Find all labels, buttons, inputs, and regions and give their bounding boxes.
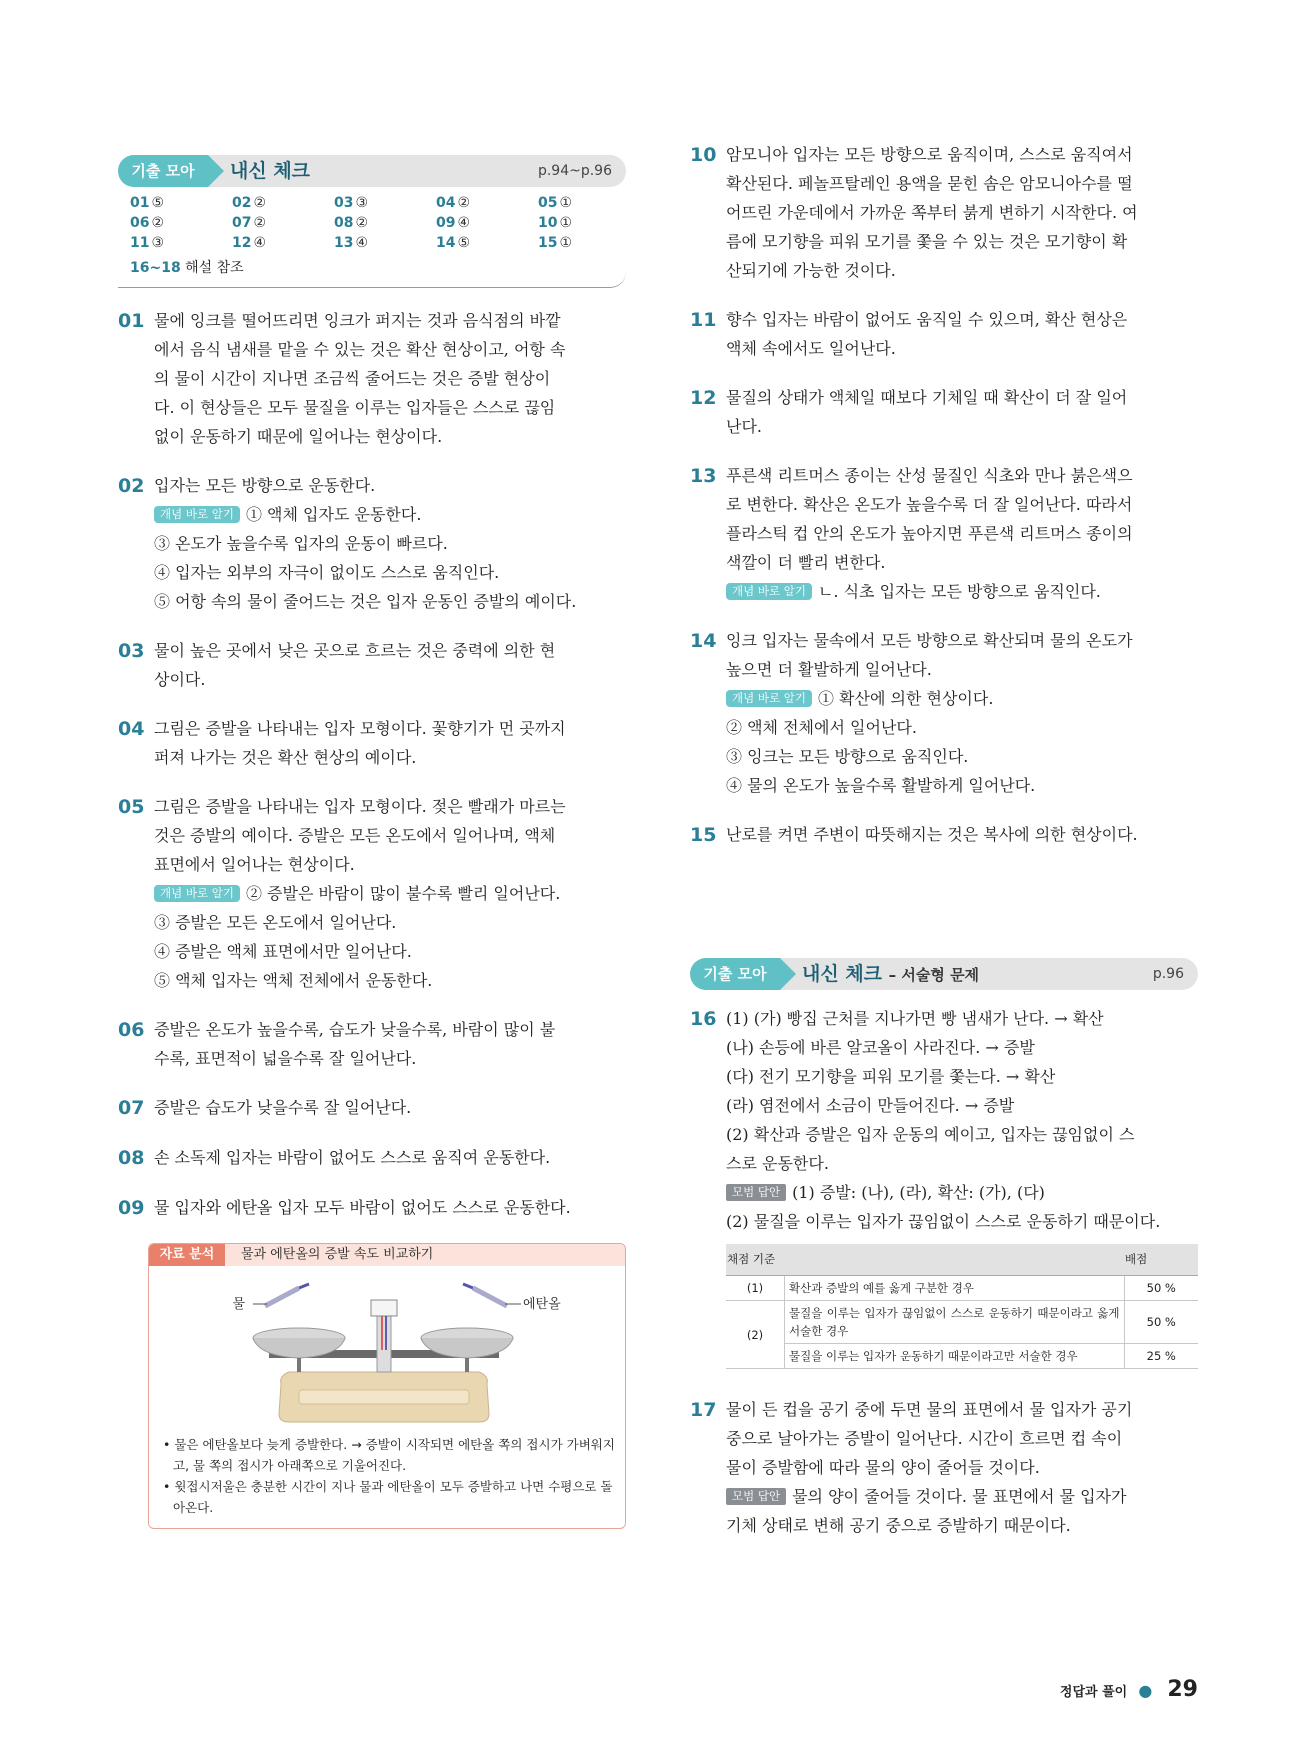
answer-line: (1) (가) 빵집 근처를 지나가면 빵 냄새가 난다. → 확산 <box>726 1009 1104 1028</box>
question-number: 16 <box>690 1008 717 1030</box>
solution-line: 높으면 더 활발하게 일어난다. <box>726 660 932 679</box>
answer-choice: ② <box>457 195 471 211</box>
data-analysis-notes <box>149 1430 625 1528</box>
question-number: 11 <box>690 309 717 331</box>
solution-line: 그림은 증발을 나타내는 입자 모형이다. 젖은 빨래가 마르는 <box>154 797 566 816</box>
concept-line: ④ 입자는 외부의 자극이 없이도 스스로 움직인다. <box>154 563 500 582</box>
solution-item <box>118 1193 626 1223</box>
solution-line: 표면에서 일어나는 현상이다. <box>154 855 355 874</box>
solution-line: 퍼져 나가는 것은 확산 현상의 예이다. <box>154 748 417 767</box>
answer-choice: ③ <box>355 195 369 211</box>
data-analysis-tag: 자료 분석 <box>149 1244 225 1266</box>
answer-number: 12 <box>232 235 252 251</box>
concept-text: ① 확산에 의한 현상이다. <box>817 689 994 708</box>
answer-choice: ④ <box>253 235 267 251</box>
answer-cell <box>334 235 436 251</box>
balance-scale-icon <box>149 1266 623 1430</box>
answer-choice: ② <box>253 195 267 211</box>
solution-line: 입자는 모든 방향으로 운동한다. <box>154 476 376 495</box>
solution-text <box>726 626 1198 800</box>
answer-cell <box>130 235 232 251</box>
solution-item <box>690 140 1198 285</box>
question-17 <box>690 1395 1198 1540</box>
solution-line: 의 물이 시간이 지나면 조금씩 줄어드는 것은 증발 현상이 <box>154 369 551 388</box>
answer-line: 물이 든 컵을 공기 중에 두면 물의 표면에서 물 입자가 공기 <box>726 1400 1133 1419</box>
model-answer-badge: 모범 답안 <box>726 1184 786 1201</box>
essay-title: 내신 체크 – 서술형 문제 <box>802 963 980 985</box>
answer-number: 02 <box>232 195 252 211</box>
answer-number: 13 <box>334 235 354 251</box>
concept-badge: 개념 바로 알기 <box>726 583 812 600</box>
solution-line: 어뜨린 가운데에서 가까운 쪽부터 붉게 변하기 시작한다. 여 <box>726 203 1138 222</box>
solution-text <box>726 305 1198 363</box>
left-column <box>118 155 626 1529</box>
concept-line: ④ 물의 온도가 높을수록 활발하게 일어난다. <box>726 776 1036 795</box>
label-water: 물 <box>232 1297 245 1312</box>
solution-line: 푸른색 리트머스 종이는 산성 물질인 식초와 만나 붉은색으 <box>726 466 1133 485</box>
answer-number: 11 <box>130 235 150 251</box>
concept-badge: 개념 바로 알기 <box>154 885 240 902</box>
answer-cell <box>538 215 640 231</box>
concept-line <box>154 879 626 908</box>
answer-number: 05 <box>538 195 558 211</box>
answer-check-box <box>118 155 626 288</box>
answer-line: 스로 운동한다. <box>726 1154 829 1173</box>
answer-grid <box>118 187 626 251</box>
solution-text <box>154 714 626 772</box>
solution-line: 에서 음식 냄새를 맡을 수 있는 것은 확산 현상이고, 어항 속 <box>154 340 566 359</box>
model-answer-text: 물의 양이 줄어들 것이다. 물 표면에서 물 입자가 <box>792 1487 1127 1506</box>
answer-cell <box>436 215 538 231</box>
right-column <box>690 140 1198 1560</box>
answer-number: 09 <box>436 215 456 231</box>
solution-line: 암모니아 입자는 모든 방향으로 움직이며, 스스로 움직여서 <box>726 145 1133 164</box>
table-row: (2) 물질을 이루는 입자가 끊임없이 스스로 운동하기 때문이라고 옳게 서술한 경우 50 % <box>726 1301 1198 1344</box>
scoring-header-score: 배점 <box>1124 1244 1198 1276</box>
check-tag: 기출 모아 <box>118 155 208 187</box>
answer-cell <box>232 235 334 251</box>
concept-line <box>726 577 1198 606</box>
solution-text <box>154 792 626 995</box>
answer-number: 14 <box>436 235 456 251</box>
solution-item <box>118 471 626 616</box>
solution-text <box>154 471 626 616</box>
answer-reference: 16~18 해설 참조 <box>130 260 244 276</box>
check-body <box>118 187 626 288</box>
concept-line: ③ 잉크는 모든 방향으로 움직인다. <box>726 747 969 766</box>
solution-item <box>118 1093 626 1123</box>
answer-cell <box>130 215 232 231</box>
question-number: 03 <box>118 640 145 662</box>
answer-cell <box>436 235 538 251</box>
question-number: 15 <box>690 824 717 846</box>
question-number: 10 <box>690 144 717 166</box>
solution-item <box>690 383 1198 441</box>
analysis-note: • 윗접시저울은 충분한 시간이 지나 물과 에탄올이 모두 증발하고 나면 수평으로 돌아온다. <box>163 1479 613 1515</box>
model-answer-text: (2) 물질을 이루는 입자가 끊임없이 스스로 운동하기 때문이다. <box>726 1212 1161 1231</box>
model-answer-text: (1) 증발: (나), (라), 확산: (가), (다) <box>792 1183 1045 1202</box>
essay-header <box>690 958 1198 990</box>
solution-item <box>118 636 626 694</box>
check-page-range: p.94~p.96 <box>537 163 612 179</box>
answer-line: 물이 증발함에 따라 물의 양이 줄어들 것이다. <box>726 1458 1040 1477</box>
analysis-note: • 물은 에탄올보다 늦게 증발한다. → 증발이 시작되면 에탄올 쪽의 접시가 가벼워지고, 물 쪽의 접시가 아래쪽으로 기울어진다. <box>163 1437 615 1473</box>
answer-choice: ① <box>559 235 573 251</box>
question-17-body <box>726 1395 1198 1540</box>
concept-text: ㄴ. 식초 입자는 모든 방향으로 움직인다. <box>817 582 1101 601</box>
answer-choice: ⑤ <box>151 195 165 211</box>
answer-choice: ④ <box>355 235 369 251</box>
solution-text <box>154 1143 626 1173</box>
answer-choice: ② <box>253 215 267 231</box>
answer-number: 15 <box>538 235 558 251</box>
footer-label: 정답과 풀이 <box>1059 1685 1128 1700</box>
answer-number: 03 <box>334 195 354 211</box>
solution-line: 향수 입자는 바람이 없어도 움직일 수 있으며, 확산 현상은 <box>726 310 1128 329</box>
solution-line: 증발은 습도가 낮을수록 잘 일어난다. <box>154 1098 412 1117</box>
answer-number: 01 <box>130 195 150 211</box>
solution-line: 없이 운동하기 때문에 일어나는 현상이다. <box>154 427 443 446</box>
data-analysis-header <box>149 1244 625 1266</box>
concept-text: ② 증발은 바람이 많이 불수록 빨리 일어난다. <box>245 884 561 903</box>
label-ethanol: 에탄올 <box>523 1297 561 1312</box>
answer-number: 06 <box>130 215 150 231</box>
table-row: 물질을 이루는 입자가 운동하기 때문이라고만 서술한 경우 25 % <box>726 1344 1198 1369</box>
concept-line: ③ 온도가 높을수록 입자의 운동이 빠르다. <box>154 534 448 553</box>
answer-cell <box>232 195 334 211</box>
solution-line: 물질의 상태가 액체일 때보다 기체일 때 확산이 더 잘 일어 <box>726 388 1128 407</box>
concept-line: ④ 증발은 액체 표면에서만 일어난다. <box>154 942 412 961</box>
solution-line: 상이다. <box>154 670 206 689</box>
check-title: 내신 체크 <box>230 160 311 182</box>
question-16-body <box>726 1004 1198 1369</box>
solution-text <box>154 1193 626 1223</box>
answer-line: (나) 손등에 바른 알코올이 사라진다. → 증발 <box>726 1038 1035 1057</box>
question-number: 06 <box>118 1019 145 1041</box>
answer-number: 04 <box>436 195 456 211</box>
scoring-header-criteria: 채점 기준 <box>726 1244 1124 1276</box>
answer-line: (2) 확산과 증발은 입자 운동의 예이고, 입자는 끊임없이 스 <box>726 1125 1135 1144</box>
answer-cell <box>436 195 538 211</box>
concept-line: ⑤ 어항 속의 물이 줄어드는 것은 입자 운동인 증발의 예이다. <box>154 592 577 611</box>
answer-choice: ① <box>559 195 573 211</box>
answer-choice: ④ <box>457 215 471 231</box>
model-answer-badge: 모범 답안 <box>726 1488 786 1505</box>
answer-cell <box>538 195 640 211</box>
question-number: 07 <box>118 1097 145 1119</box>
essay-page: p.96 <box>1152 966 1184 982</box>
data-analysis-box <box>148 1243 626 1529</box>
right-solutions <box>690 140 1198 850</box>
page-footer <box>1060 1677 1198 1702</box>
solution-line: 잉크 입자는 물속에서 모든 방향으로 확산되며 물의 온도가 <box>726 631 1133 650</box>
solution-line: 난다. <box>726 417 762 436</box>
solution-line: 로 변한다. 확산은 온도가 높을수록 더 잘 일어난다. 따라서 <box>726 495 1133 514</box>
answer-cell <box>538 235 640 251</box>
solution-item <box>118 1143 626 1173</box>
essay-subtitle: – 서술형 문제 <box>888 966 980 984</box>
solution-item <box>118 306 626 451</box>
answer-cell <box>334 195 436 211</box>
essay-tag: 기출 모아 <box>690 958 780 990</box>
solution-text <box>154 1093 626 1123</box>
solution-line: 확산된다. 페놀프탈레인 용액을 묻힌 솜은 암모니아수를 떨 <box>726 174 1133 193</box>
solution-line: 손 소독제 입자는 바람이 없어도 스스로 움직여 운동한다. <box>154 1148 551 1167</box>
answer-cell <box>334 215 436 231</box>
solution-line: 액체 속에서도 일어난다. <box>726 339 896 358</box>
concept-line <box>154 500 626 529</box>
solution-text <box>726 461 1198 606</box>
solution-line: 물이 높은 곳에서 낮은 곳으로 흐르는 것은 중력에 의한 현 <box>154 641 556 660</box>
concept-badge: 개념 바로 알기 <box>726 690 812 707</box>
answer-line: (다) 전기 모기향을 피워 모기를 쫓는다. → 확산 <box>726 1067 1056 1086</box>
solution-line: 플라스틱 컵 안의 온도가 높아지면 푸른색 리트머스 종이의 <box>726 524 1133 543</box>
question-number: 12 <box>690 387 717 409</box>
concept-line: ⑤ 액체 입자는 액체 전체에서 운동한다. <box>154 971 433 990</box>
balance-scale-illustration <box>149 1266 625 1430</box>
answer-cell <box>232 215 334 231</box>
question-number: 13 <box>690 465 717 487</box>
table-row: (1) 확산과 증발의 예를 옳게 구분한 경우 50 % <box>726 1276 1198 1301</box>
solution-text <box>726 820 1198 850</box>
solution-line: 색깔이 더 빨리 변한다. <box>726 553 886 572</box>
concept-line: ③ 증발은 모든 온도에서 일어난다. <box>154 913 397 932</box>
solution-item <box>690 626 1198 800</box>
answer-line: 중으로 날아가는 증발이 일어난다. 시간이 흐르면 컵 속이 <box>726 1429 1123 1448</box>
solution-text <box>154 306 626 451</box>
concept-text: ① 액체 입자도 운동한다. <box>245 505 422 524</box>
solution-line: 산되기에 가능한 것이다. <box>726 261 896 280</box>
model-answer-text: 기체 상태로 변해 공기 중으로 증발하기 때문이다. <box>726 1516 1071 1535</box>
answer-choice: ② <box>151 215 165 231</box>
question-number: 14 <box>690 630 717 652</box>
page-number: 29 <box>1167 1677 1198 1702</box>
question-number: 02 <box>118 475 145 497</box>
solution-line: 난로를 켜면 주변이 따뜻해지는 것은 복사에 의한 현상이다. <box>726 825 1138 844</box>
answer-choice: ③ <box>151 235 165 251</box>
question-number: 17 <box>690 1399 717 1421</box>
question-number: 01 <box>118 310 145 332</box>
solution-line: 물 입자와 에탄올 입자 모두 바람이 없어도 스스로 운동한다. <box>154 1198 571 1217</box>
solution-item <box>118 714 626 772</box>
question-number: 05 <box>118 796 145 818</box>
solution-line: 물에 잉크를 떨어뜨리면 잉크가 퍼지는 것과 음식점의 바깥 <box>154 311 561 330</box>
solution-text <box>726 140 1198 285</box>
check-header <box>118 155 626 187</box>
solution-line: 증발은 온도가 높을수록, 습도가 낮을수록, 바람이 많이 불 <box>154 1020 556 1039</box>
footer-dot-icon: ● <box>1138 1681 1153 1700</box>
solution-line: 다. 이 현상들은 모두 물질을 이루는 입자들은 스스로 끊임 <box>154 398 556 417</box>
solution-line: 것은 증발의 예이다. 증발은 모든 온도에서 일어나며, 액체 <box>154 826 556 845</box>
data-analysis-title: 물과 에탄올의 증발 속도 비교하기 <box>241 1247 434 1262</box>
answer-choice: ① <box>559 215 573 231</box>
question-number: 08 <box>118 1147 145 1169</box>
answer-cell <box>130 195 232 211</box>
answer-choice: ② <box>355 215 369 231</box>
solution-item <box>118 1015 626 1073</box>
concept-line: ② 액체 전체에서 일어난다. <box>726 718 917 737</box>
concept-badge: 개념 바로 알기 <box>154 506 240 523</box>
solution-line: 름에 모기향을 피워 모기를 쫓을 수 있는 것은 모기향이 확 <box>726 232 1128 251</box>
answer-number: 10 <box>538 215 558 231</box>
solution-item <box>118 792 626 995</box>
solution-text <box>154 636 626 694</box>
scoring-table <box>726 1244 1198 1369</box>
question-number: 04 <box>118 718 145 740</box>
solution-text <box>726 383 1198 441</box>
solution-item <box>690 461 1198 606</box>
solution-line: 그림은 증발을 나타내는 입자 모형이다. 꽃향기가 먼 곳까지 <box>154 719 566 738</box>
question-number: 09 <box>118 1197 145 1219</box>
solution-item <box>690 305 1198 363</box>
concept-line <box>726 684 1198 713</box>
left-solutions <box>118 306 626 1223</box>
solution-item <box>690 820 1198 850</box>
solution-text <box>154 1015 626 1073</box>
question-16 <box>690 1004 1198 1369</box>
answer-line: (라) 염전에서 소금이 만들어진다. → 증발 <box>726 1096 1015 1115</box>
solution-line: 수록, 표면적이 넓을수록 잘 일어난다. <box>154 1049 417 1068</box>
answer-choice: ⑤ <box>457 235 471 251</box>
answer-number: 07 <box>232 215 252 231</box>
answer-number: 08 <box>334 215 354 231</box>
